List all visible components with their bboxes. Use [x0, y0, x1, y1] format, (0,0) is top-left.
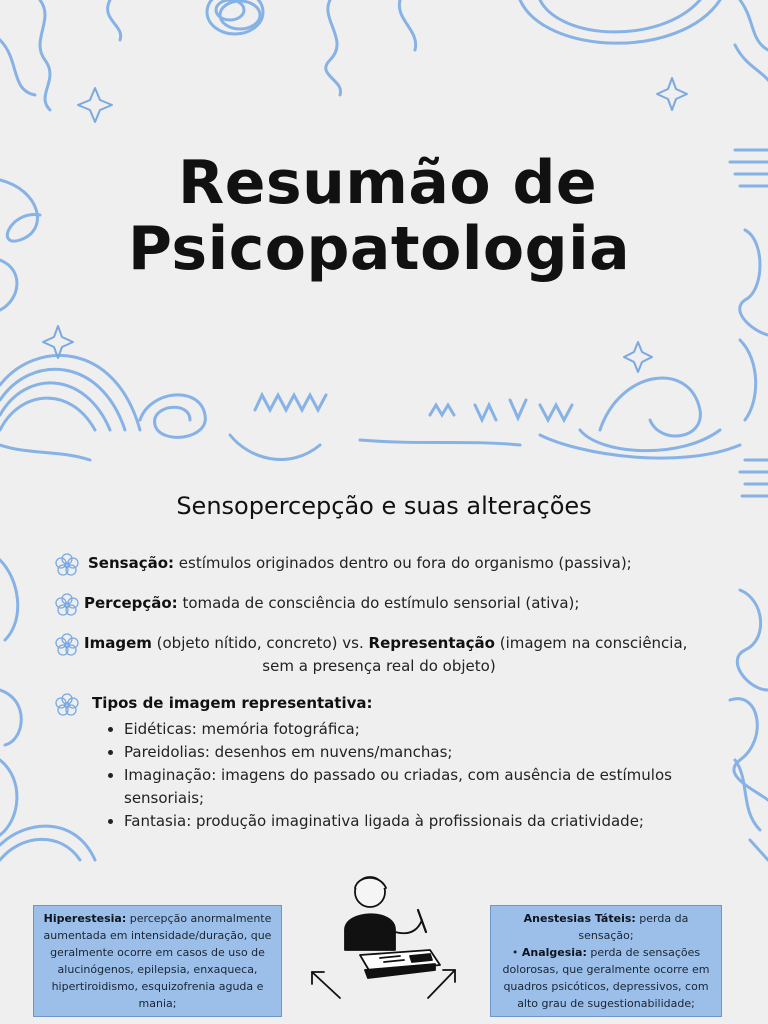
flower-icon: [52, 630, 82, 660]
item-sensacao: [88, 552, 632, 575]
list-item: • Eidéticas: memória fotográfica;: [124, 718, 734, 741]
item-text: (objeto nítido, concreto) vs.: [151, 634, 369, 652]
flower-icon: [52, 550, 82, 580]
box-term-2: Analgesia:: [521, 946, 587, 959]
item-term: Tipos de imagem representativa:: [92, 694, 373, 712]
item-imagem: [84, 632, 724, 678]
list-item: • Pareidolias: desenhos em nuvens/manchas;: [124, 741, 734, 764]
box-text-2: perda de sensações dolorosas, que geralmente ocorre em quadros psicóticos, depressivos, com alto grau de sugestionabilidade;: [502, 946, 710, 1010]
item-term: Percepção:: [84, 594, 178, 612]
item-tipos: [92, 692, 373, 715]
item-term: Imagem: [84, 634, 152, 652]
flower-icon: [52, 590, 82, 620]
box-term: Anestesias Táteis:: [523, 912, 636, 925]
person-studying-illustration: [300, 870, 470, 1005]
section-title: Sensopercepção e suas alterações: [176, 492, 592, 520]
hiperestesia-box: [33, 905, 282, 1017]
title-line-2: Psicopatologia: [128, 214, 631, 284]
item-term-2: Representação: [368, 634, 495, 652]
item-term: Sensação:: [88, 554, 175, 572]
item-text-2: (imagem na consciência,: [494, 634, 688, 652]
item-percepcao: [84, 592, 579, 615]
item-text-3: sem a presença real do objeto): [262, 657, 496, 675]
list-item: • Imaginação: imagens do passado ou criadas, com ausência de estímulos sensoriais;: [124, 764, 734, 810]
image-types-list: [106, 718, 734, 833]
box-term: Hiperestesia:: [43, 912, 127, 925]
anestesias-box: Anestesias Táteis: perda da sensação; • Analgesia: perda de sensações dolorosas, que geralmente ocorre em quadros psicóticos, depressivos, com alto grau de sugestionabilidade;: [490, 905, 722, 1017]
box-text: perda da sensação;: [578, 912, 689, 942]
item-text: estímulos originados dentro ou fora do organismo (passiva);: [174, 554, 632, 572]
item-text: tomada de consciência do estímulo sensorial (ativa);: [177, 594, 580, 612]
title-line-1: Resumão de: [178, 148, 598, 218]
flower-icon: [52, 690, 82, 720]
box-text: percepção anormalmente aumentada em intensidade/duração, que geralmente ocorre em casos de uso de alucinógenos, epilepsia, enxaqueca, hipertiroidismo, esquizofrenia aguda e mania;: [43, 912, 272, 1010]
list-item: • Fantasia: produção imaginativa ligada à profissionais da criatividade;: [124, 810, 734, 833]
page-title: [0, 150, 768, 282]
